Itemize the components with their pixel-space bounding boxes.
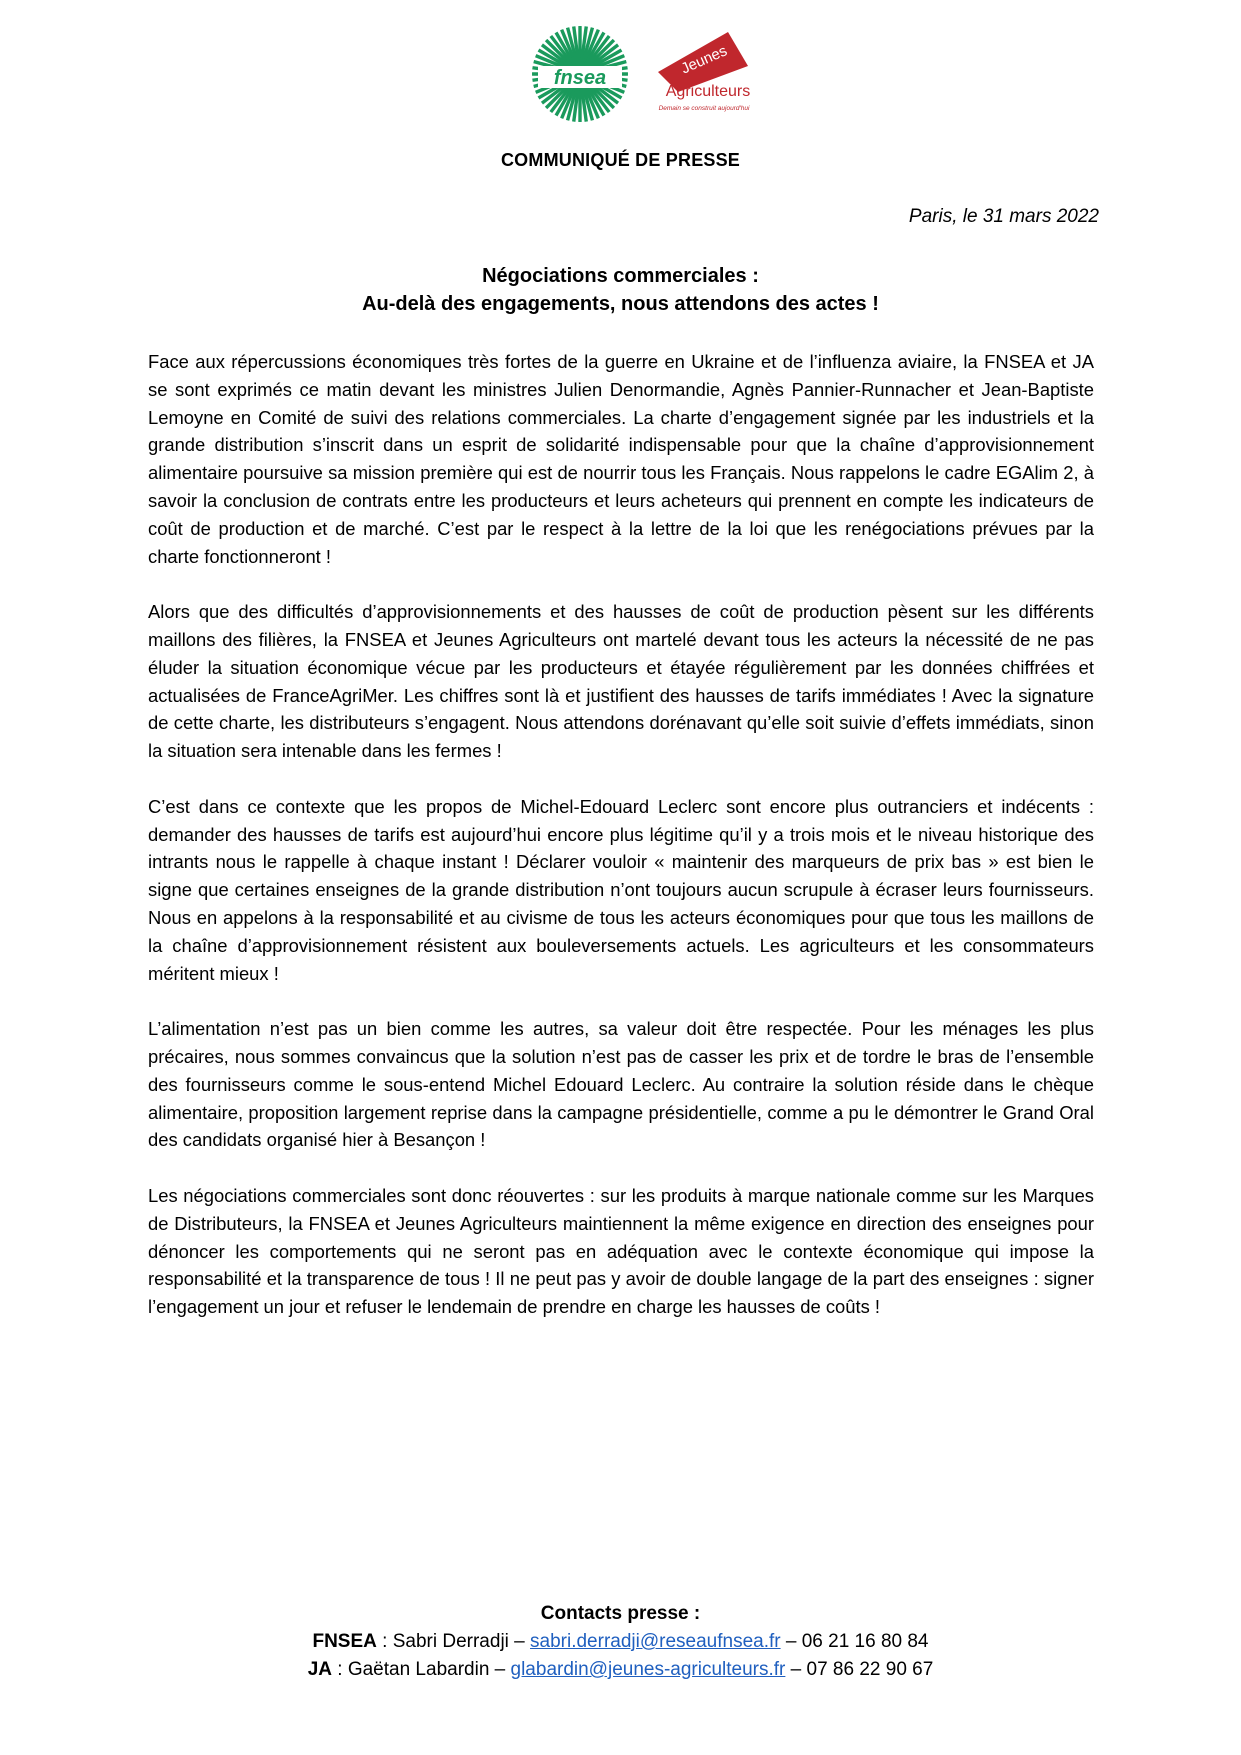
fnsea-logo [530, 24, 630, 124]
press-contacts [0, 1600, 1241, 1684]
ja-logo-tagline: Demain se construit aujourd'hui [658, 105, 750, 112]
body-paragraph: Les négociations commerciales sont donc réouvertes : sur les produits à marque nationale comme sur les Marques de Distributeurs, la FNSEA et Jeunes Agriculteurs maintiennent la même exigence en direction des enseignes pour dénoncer les comportements qui ne seront pas en adéquation avec le contexte économique qui impose la responsabilité et la transparence de tous ! Il ne peut pas y avoir de double langage de la part des enseignes : signer l’engagement un jour et refuser le lendemain de prendre en charge les hausses de coûts ! [148, 1184, 1094, 1318]
jeunes-agriculteurs-logo [650, 30, 760, 122]
dateline: Paris, le 31 mars 2022 [908, 206, 1099, 227]
contact-org: FNSEA [312, 1631, 377, 1652]
contact-name: Sabri Derradji – [392, 1631, 531, 1652]
fnsea-logo-text: fnsea [553, 67, 607, 89]
contact-name: Gaëtan Labardin – [347, 1659, 511, 1680]
contact-separator: : [376, 1631, 393, 1652]
ja-logo-line2: Agriculteurs [665, 83, 751, 100]
body-text [148, 348, 1094, 1349]
headline [0, 262, 1241, 318]
body-paragraph: C’est dans ce contexte que les propos de Michel-Edouard Leclerc sont encore plus outranciers et indécents : demander des hausses de tarifs est aujourd’hui encore plus légitime qu’il y a trois mois et le niveau historique des intrants nous le rappelle à chaque instant ! Déclarer vouloir « maintenir des marqueurs de prix bas » est bien le signe que certaines enseignes de la grande distribution n’ont toujours aucun scrupule à écraser leurs fournisseurs. Nous en appelons à la responsabilité et au civisme de tous les acteurs économiques pour que tous les maillons de la chaîne d’approvisionnement résistent aux bouleversements actuels. Les agriculteurs et les consommateurs méritent mieux ! [148, 795, 1094, 984]
contact-phone: – 07 86 22 90 67 [785, 1659, 934, 1680]
body-paragraph: L’alimentation n’est pas un bien comme les autres, sa valeur doit être respectée. Pour les ménages les plus précaires, nous sommes convaincus que la solution n’est pas de casser les prix et de tordre le bras de l’ensemble des fournisseurs comme le sous-entend Michel Edouard Leclerc. Au contraire la solution réside dans le chèque alimentaire, proposition largement reprise dans la campagne présidentielle, comme a pu le démontrer le Grand Oral des candidats organisé hier à Besançon ! [148, 1018, 1094, 1151]
contact-line-fnsea [0, 1628, 1241, 1656]
contact-phone: – 06 21 16 80 84 [780, 1631, 929, 1652]
headline-line-2: Au-delà des engagements, nous attendons des actes ! [362, 293, 879, 315]
contact-separator: : [331, 1659, 348, 1680]
contacts-title: Contacts presse : [540, 1603, 701, 1624]
logo-bar [0, 18, 1241, 128]
contact-email-link[interactable]: sabri.derradji@reseaufnsea.fr [530, 1631, 781, 1652]
contact-email-link[interactable]: glabardin@jeunes-agriculteurs.fr [510, 1659, 786, 1680]
contact-org: JA [307, 1659, 332, 1680]
body-paragraph: Face aux répercussions économiques très fortes de la guerre en Ukraine et de l’influenza aviaire, la FNSEA et JA se sont exprimés ce matin devant les ministres Julien Denormandie, Agnès Pannier-Runnacher et Jean-Baptiste Lemoyne en Comité de suivi des relations commerciales. La charte d’engagement signée par les industriels et la grande distribution s’inscrit dans un esprit de solidarité indispensable pour que la chaîne d’approvisionnement alimentaire poursuive sa mission première qui est de nourrir tous les Français. Nous rappelons le cadre EGAlim 2, à savoir la conclusion de contrats entre les producteurs et leurs acheteurs qui prennent en compte les indicateurs de coût de production et de marché. C’est par le respect à la lettre de la loi que les renégociations prévues par la charte fonctionneront ! [148, 351, 1094, 567]
ja-logo-line1: Jeunes [678, 42, 730, 78]
contact-line-ja [0, 1656, 1241, 1684]
headline-line-1: Négociations commerciales : [482, 265, 759, 287]
body-paragraph: Alors que des difficultés d’approvisionnements et des hausses de coût de production pèsent sur les différents maillons des filières, la FNSEA et Jeunes Agriculteurs ont martelé devant tous les acteurs la nécessité de ne pas éluder la situation économique vécue par les producteurs et étayée régulièrement par les données chiffrées et actualisées de FranceAgriMer. Les chiffres sont là et justifient des hausses de tarifs immédiates ! Avec la signature de cette charte, les distributeurs s’engagent. Nous attendons dorénavant qu’elle soit suivie d’effets immédiats, sinon la situation sera intenable dans les fermes ! [148, 601, 1094, 762]
press-release-label: COMMUNIQUÉ DE PRESSE [500, 150, 741, 170]
